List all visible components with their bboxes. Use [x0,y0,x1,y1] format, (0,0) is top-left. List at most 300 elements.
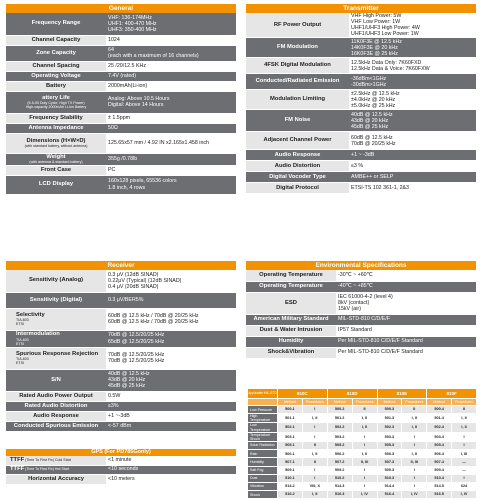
receiver-label-text: Rated Audio Distortion [24,402,88,409]
transmitter-value: AMBE++ or SELP [349,172,476,183]
gps-value: <10 seconds [106,465,236,474]
receiver-row [6,391,236,401]
general-label [6,45,106,61]
receiver-value: 60dB @ 12.5 kHz / 70dB @ 20/25 kHz 60dB @ 12.5 kHz / 70dB @ 20/25 kHz [106,308,236,330]
general-label-text: Antenna Impedance [28,124,84,131]
gps-label [6,474,106,484]
mil-cell: 514.4 [377,482,402,490]
mil-cell: 514.5 [427,482,452,490]
mil-cell: 507.1 [278,458,303,466]
general-value: PC [106,165,236,175]
environmental-label-text: Dust & Water Intrusion [259,327,323,334]
mil-cell: 505.3 [377,441,402,449]
general-label-sub: (with antenna & standard battery) [29,160,83,165]
receiver-table [6,270,236,432]
environmental-row [246,325,476,336]
environmental-row [246,292,476,314]
general-label [6,35,106,45]
receiver-value: 0.5W [106,391,236,401]
mil-cell: 503.2 [327,432,352,441]
mil-cell: I [352,474,377,482]
mil-cell: — [452,466,477,474]
mil-cell: 505.2 [327,441,352,449]
transmitter-label-text: FM Noise [284,117,311,124]
transmitter-value: ±2.5kHz @ 12.5 kHz ±4.0kHz @ 20 kHz ±5.0kHz @ 25 kHz [349,90,476,110]
mil-cell: I [302,406,327,414]
mil-cell: I [402,482,427,490]
general-label-text: Frequency Range [31,20,81,27]
mil-cell: I, II [352,450,377,458]
receiver-label-text: S/N [51,376,61,383]
environmental-table [246,270,476,359]
mil-row-label: Low Pressure [248,406,278,414]
mil-cell: 501.1 [278,414,303,423]
mil-cell: I [452,441,477,449]
transmitter-row [246,110,476,132]
receiver-row [6,270,236,292]
mil-cell: I, II [302,491,327,499]
mil-cell: 510.2 [327,474,352,482]
receiver-label-text: Sensitivity (Digital) [29,296,83,303]
general-label [6,175,106,194]
transmitter-row [246,161,476,172]
receiver-value: +1 ~-3dB [106,411,236,421]
transmitter-row [246,13,476,38]
gps-label-main: TTFF [10,456,25,463]
general-label [6,123,106,133]
receiver-value: 70dB @ 12.5/20/25 kHz 65dB @ 12.5/20/25 kHz [106,330,236,347]
environmental-row [246,281,476,292]
mil-cell: I [302,423,327,432]
transmitter-label-text: Digital Vocoder Type [269,173,326,180]
general-row [6,165,236,175]
mil-cell: 502.2 [327,423,352,432]
mil-cell: 510.1 [278,474,303,482]
mil-row-label: Shock [248,491,278,499]
mil-cell: VIII, X [302,482,327,490]
receiver-value: <-57 dBm [106,421,236,431]
general-header: General [6,4,236,13]
general-label [6,165,106,175]
mil-cell: I, II [402,423,427,432]
mil-cell: I, II [402,450,427,458]
mil-cell: 505.1 [278,441,303,449]
general-label [6,91,106,113]
general-value: 64 (each with a maximum of 16 channels) [106,45,236,61]
mil-cell: I [302,466,327,474]
environmental-label [246,270,336,281]
receiver-label-text: Spurious Response Rejection [16,350,99,357]
environmental-label-text: American Military Standard [253,316,329,323]
general-row [6,45,236,61]
general-label-text: Channel Spacing [32,62,80,69]
transmitter-row [246,172,476,183]
receiver-row [6,411,236,421]
mil-row-label: Solar Radiation [248,441,278,449]
mil-cell: I [352,482,377,490]
transmitter-label [246,58,349,74]
transmitter-value: 11K0F3E @ 12.5 kHz 14K0F3E @ 20 kHz 16K0F3E @ 25 kHz [349,38,476,58]
receiver-label [6,270,106,292]
environmental-row [246,336,476,347]
mil-cell: 509.2 [327,466,352,474]
mil-cell: I [302,432,327,441]
general-value: Analog: Above 10.5 Hours Digital: Above 14 Hours [106,91,236,113]
gps-panel [6,449,236,493]
gps-label-sub: (Time To First Fix) Cold Start [24,457,71,462]
gps-label-main: TTFF [10,466,25,473]
mil-standard-header: 810D [327,389,377,399]
receiver-label [6,421,106,431]
mil-cell: I, II [352,423,377,432]
mil-cell: 501.2 [327,414,352,423]
mil-cell: 507.4 [427,458,452,466]
general-label [6,71,106,81]
transmitter-label [246,110,349,132]
gps-row [6,474,236,484]
general-row [6,91,236,113]
receiver-label-text: Audio Response [33,412,79,419]
environmental-value: IEC 61000-4-2 (level 4) 8kV (contact) 15kV (air) [336,292,476,314]
mil-cell: I [452,432,477,441]
mil-cell: 500.3 [377,406,402,414]
mil-standard-header: 810F [427,389,477,399]
receiver-header: Receiver [6,261,236,270]
mil-cell: 514.3 [327,482,352,490]
gps-label [6,456,106,465]
mil-cell: 500.2 [327,406,352,414]
general-row [6,123,236,133]
receiver-value: ≤3% [106,401,236,411]
transmitter-value: VHF High Power: 5W VHF Low Power: 1W UHF1/UHF3 High Power: 4W UHF1/UHF3 Low Power: 1W [349,13,476,38]
transmitter-header: Transmitter [246,4,476,13]
mil-cell: 510.4 [427,474,452,482]
mil-cell: 507.2 [327,458,352,466]
transmitter-value: ≤3 % [349,161,476,172]
transmitter-label-text: 4FSK Digital Modulation [264,62,331,69]
general-row [6,153,236,165]
general-label [6,81,106,91]
mil-cell: I, IV [452,491,477,499]
general-value: 160x128 pixels, 65536 colors 1.8 inch, 4 rows [106,175,236,194]
mil-cell: 500.1 [278,406,303,414]
receiver-value: 70dB @ 12.5/20/25 kHz 70dB @ 12.5/20/25 kHz [106,347,236,369]
general-panel [6,4,236,225]
transmitter-label-text: Audio Response [274,151,321,158]
general-value: 25 /20/12.5 KHz [106,61,236,71]
environmental-label [246,336,336,347]
transmitter-value: +1 ~ -3dB [349,150,476,161]
transmitter-row [246,183,476,194]
general-label [6,61,106,71]
mil-cell: I, IV [352,491,377,499]
mil-cell: 510.3 [377,474,402,482]
gps-header: GPS (For PD785Gonly) [6,449,236,456]
environmental-value: IP57 Standard [336,325,476,336]
receiver-row [6,308,236,330]
receiver-label [6,369,106,391]
mil-cell: 501.3 [377,414,402,423]
environmental-label-text: Shock&Vibration [267,349,315,356]
mil-cell: I [302,474,327,482]
general-row [6,175,236,194]
mil-cell: 506.3 [377,450,402,458]
general-row [6,81,236,91]
mil-row-label: Humidity [248,458,278,466]
mil-cell: I, IV [402,491,427,499]
mil-sub-header: Procedures [452,399,477,406]
environmental-label-text: Operating Temperature [259,271,323,278]
receiver-value: 0.3 μV/BER5% [106,292,236,308]
receiver-label-sub: TIA-603 ETSI [16,337,29,346]
transmitter-row [246,90,476,110]
receiver-label-text: Intermodulation [16,331,60,338]
mil-cell: I [402,441,427,449]
mil-row [248,423,477,432]
general-value: 125.65x57 mm / 4.92 IN x2.165x1.458 inch [106,133,236,153]
environmental-row [246,270,476,281]
general-row [6,71,236,81]
transmitter-label [246,150,349,161]
receiver-label-sub: TIA-603 ETSI [16,318,29,327]
general-label [6,153,106,165]
mil-cell: I, II [302,414,327,423]
receiver-value: 0.3 μV (12dB SINAD) 0.22μV (Typical) (12dB SINAD) 0.4 μV (20dB SINAD) [106,270,236,292]
general-value: 50Ω [106,123,236,133]
receiver-row [6,347,236,369]
transmitter-label-text: Digital Protocol [276,184,319,191]
receiver-row [6,401,236,411]
general-label-text: Frequency Stability [29,114,83,121]
mil-cell: II [302,458,327,466]
general-value: 2000mAh(Li-ion) [106,81,236,91]
mil-cell: II [352,406,377,414]
mil-cell: 503.3 [377,432,402,441]
general-label [6,13,106,35]
receiver-label-text: Rated Audio Power Output [19,392,93,399]
general-label-text: Operating Voltage [31,72,81,79]
environmental-panel [246,261,476,371]
general-label-text: Dimensions (H×W×D) [26,137,86,144]
transmitter-value: ETSI-TS 102 361-1, 2&3 [349,183,476,194]
general-label-text: attery Life [42,94,70,101]
transmitter-label [246,132,349,150]
mil-cell: I, II [352,414,377,423]
transmitter-label [246,38,349,58]
receiver-row [6,292,236,308]
receiver-row [6,421,236,431]
mil-cell: I, II [402,414,427,423]
receiver-label [6,391,106,401]
general-label-text: Battery [46,82,66,89]
transmitter-label-text: Conducted/Radiated Emission [255,78,340,85]
general-label-text: Channel Capacity [31,36,81,43]
receiver-label [6,292,106,308]
mil-cell: 514.2 [278,482,303,490]
transmitter-label [246,172,349,183]
mil-cell: 501.4 [427,414,452,423]
mil-sub-header: Procedures [302,399,327,406]
mil-cell: I, III [452,450,477,458]
mil-standard-header: 810C [278,389,328,399]
mil-cell: 516.4 [377,491,402,499]
receiver-value: 40dB @ 12.5 kHz 43dB @ 20 kHz 45dB @ 25 kHz [106,369,236,391]
general-value: ± 1.5ppm [106,113,236,123]
mil-row [248,466,477,474]
mil-sub-header: Method [377,399,402,406]
general-row [6,61,236,71]
transmitter-label-text: FM Modulation [277,44,318,51]
general-row [6,35,236,45]
mil-cell: — [452,458,477,466]
environmental-label [246,314,336,325]
mil-cell: II [452,406,477,414]
mil-cell: II [302,441,327,449]
transmitter-label-text: Adjacent Channel Power [263,137,332,144]
general-row [6,113,236,123]
mil-sub-header: Procedures [352,399,377,406]
general-table [6,13,236,195]
environmental-label [246,292,336,314]
mil-sub-header: Procedures [402,399,427,406]
transmitter-label [246,90,349,110]
general-label [6,133,106,153]
environmental-value: -30℃ ~ +60℃ [336,270,476,281]
mil-standard-header: 810E [377,389,427,399]
mil-cell: I/24 [452,482,477,490]
receiver-row [6,369,236,391]
gps-value: <10 meters [106,474,236,484]
mil-cell: 502.4 [427,423,452,432]
mil-row [248,491,477,499]
mil-row [248,406,477,414]
gps-label [6,465,106,474]
environmental-row [246,314,476,325]
receiver-label-text: Sensitivity (Analog) [28,277,84,284]
mil-cell: 502.3 [377,423,402,432]
general-label-text: Weight [46,153,66,160]
transmitter-table [246,13,476,194]
transmitter-label [246,183,349,194]
transmitter-value: 60dB @ 12.5 kHz 70dB @ 20/25 kHz [349,132,476,150]
mil-cell: 500.4 [427,406,452,414]
receiver-label [6,401,106,411]
mil-cell: I [452,474,477,482]
mil-sub-header: Method [427,399,452,406]
mil-row [248,414,477,423]
receiver-label-text: Selectivity [16,311,45,318]
mil-cell: I [402,466,427,474]
mil-row-label: Dust [248,474,278,482]
mil-cell: 503.1 [278,432,303,441]
mil-sub-header: Method [327,399,352,406]
mil-row [248,482,477,490]
mil-cell: 505.4 [427,441,452,449]
mil-cell: II, III [352,458,377,466]
mil-cell: I, II [452,414,477,423]
receiver-label-text: Conducted Spurious Emission [13,422,99,429]
mil-cell: 509.4 [427,466,452,474]
mil-sub-header: Method [278,399,303,406]
mil-row [248,458,477,466]
general-label-text: Zone Capacity [36,49,76,56]
mil-row-label: High Temperature [248,414,278,423]
mil-row-label: Low Temperature [248,423,278,432]
mil-cell: 506.2 [327,450,352,458]
mil-row [248,441,477,449]
transmitter-label [246,74,349,90]
gps-value: <1 minute [106,456,236,465]
transmitter-label [246,13,349,38]
mil-cell: I, II [452,423,477,432]
gps-table [6,456,236,485]
receiver-row [6,330,236,347]
mil-row-label: Temperature Shock [248,432,278,441]
mil-corner: Applicable MIL-STD [248,389,278,399]
mil-cell: I, II [302,450,327,458]
mil-row [248,474,477,482]
receiver-label [6,347,106,369]
transmitter-row [246,132,476,150]
receiver-label [6,330,106,347]
environmental-label-text: Humidity [278,338,304,345]
transmitter-label-text: Modulation Limiting [269,96,326,103]
general-value: 355g /0.78lb [106,153,236,165]
general-label [6,113,106,123]
mil-std-table [247,388,477,499]
environmental-label [246,325,336,336]
mil-cell: 506.4 [427,450,452,458]
mil-cell: I [352,466,377,474]
transmitter-label-text: Audio Distortion [274,162,321,169]
transmitter-row [246,58,476,74]
gps-label-text: Horizontal Accuracy [28,475,84,482]
mil-cell: 503.4 [427,432,452,441]
general-row [6,133,236,153]
mil-sub-blank [248,399,278,406]
environmental-value: Per MIL-STD-810 C/D/E/F Standard [336,347,476,358]
mil-cell: II [402,406,427,414]
mil-cell: I [402,432,427,441]
environmental-label-text: Operating Temperature [259,283,323,290]
general-label-sub: (5-5-90 Duty Cycle, High TX Power) High-capacity 2000mAh Li-Ion Battery [25,101,87,110]
mil-cell: 502.1 [278,423,303,432]
environmental-header: Environmental Specifications [246,261,476,270]
general-row [6,13,236,35]
mil-row-label: Rain [248,450,278,458]
environmental-row [246,347,476,358]
general-value: 7.4V (rated) [106,71,236,81]
environmental-value: Per MIL-STD-810 C/D/E/F Standard [336,336,476,347]
transmitter-value: 12.5kHz Data Only: 7K60FXD 12.5kHz Data & Voice: 7K60FXW [349,58,476,74]
transmitter-value: -36dBm<1GHz -30dBm>1GHz [349,74,476,90]
mil-cell: 507.3 [377,458,402,466]
receiver-panel [6,261,236,441]
transmitter-label [246,161,349,172]
mil-cell: I [352,432,377,441]
receiver-label-sub: TIA-603 ETSI [16,357,29,366]
transmitter-row [246,38,476,58]
mil-cell: I [352,441,377,449]
general-label-sub: (with standard battery, without antenna) [24,144,88,149]
gps-row [6,465,236,474]
general-label-text: Front Case [40,166,72,173]
transmitter-row [246,150,476,161]
environmental-value: MIL-STD-810 C/D/E/F [336,314,476,325]
mil-cell: 506.1 [278,450,303,458]
mil-cell: I [402,474,427,482]
transmitter-label-text: RF Power Output [273,21,322,28]
